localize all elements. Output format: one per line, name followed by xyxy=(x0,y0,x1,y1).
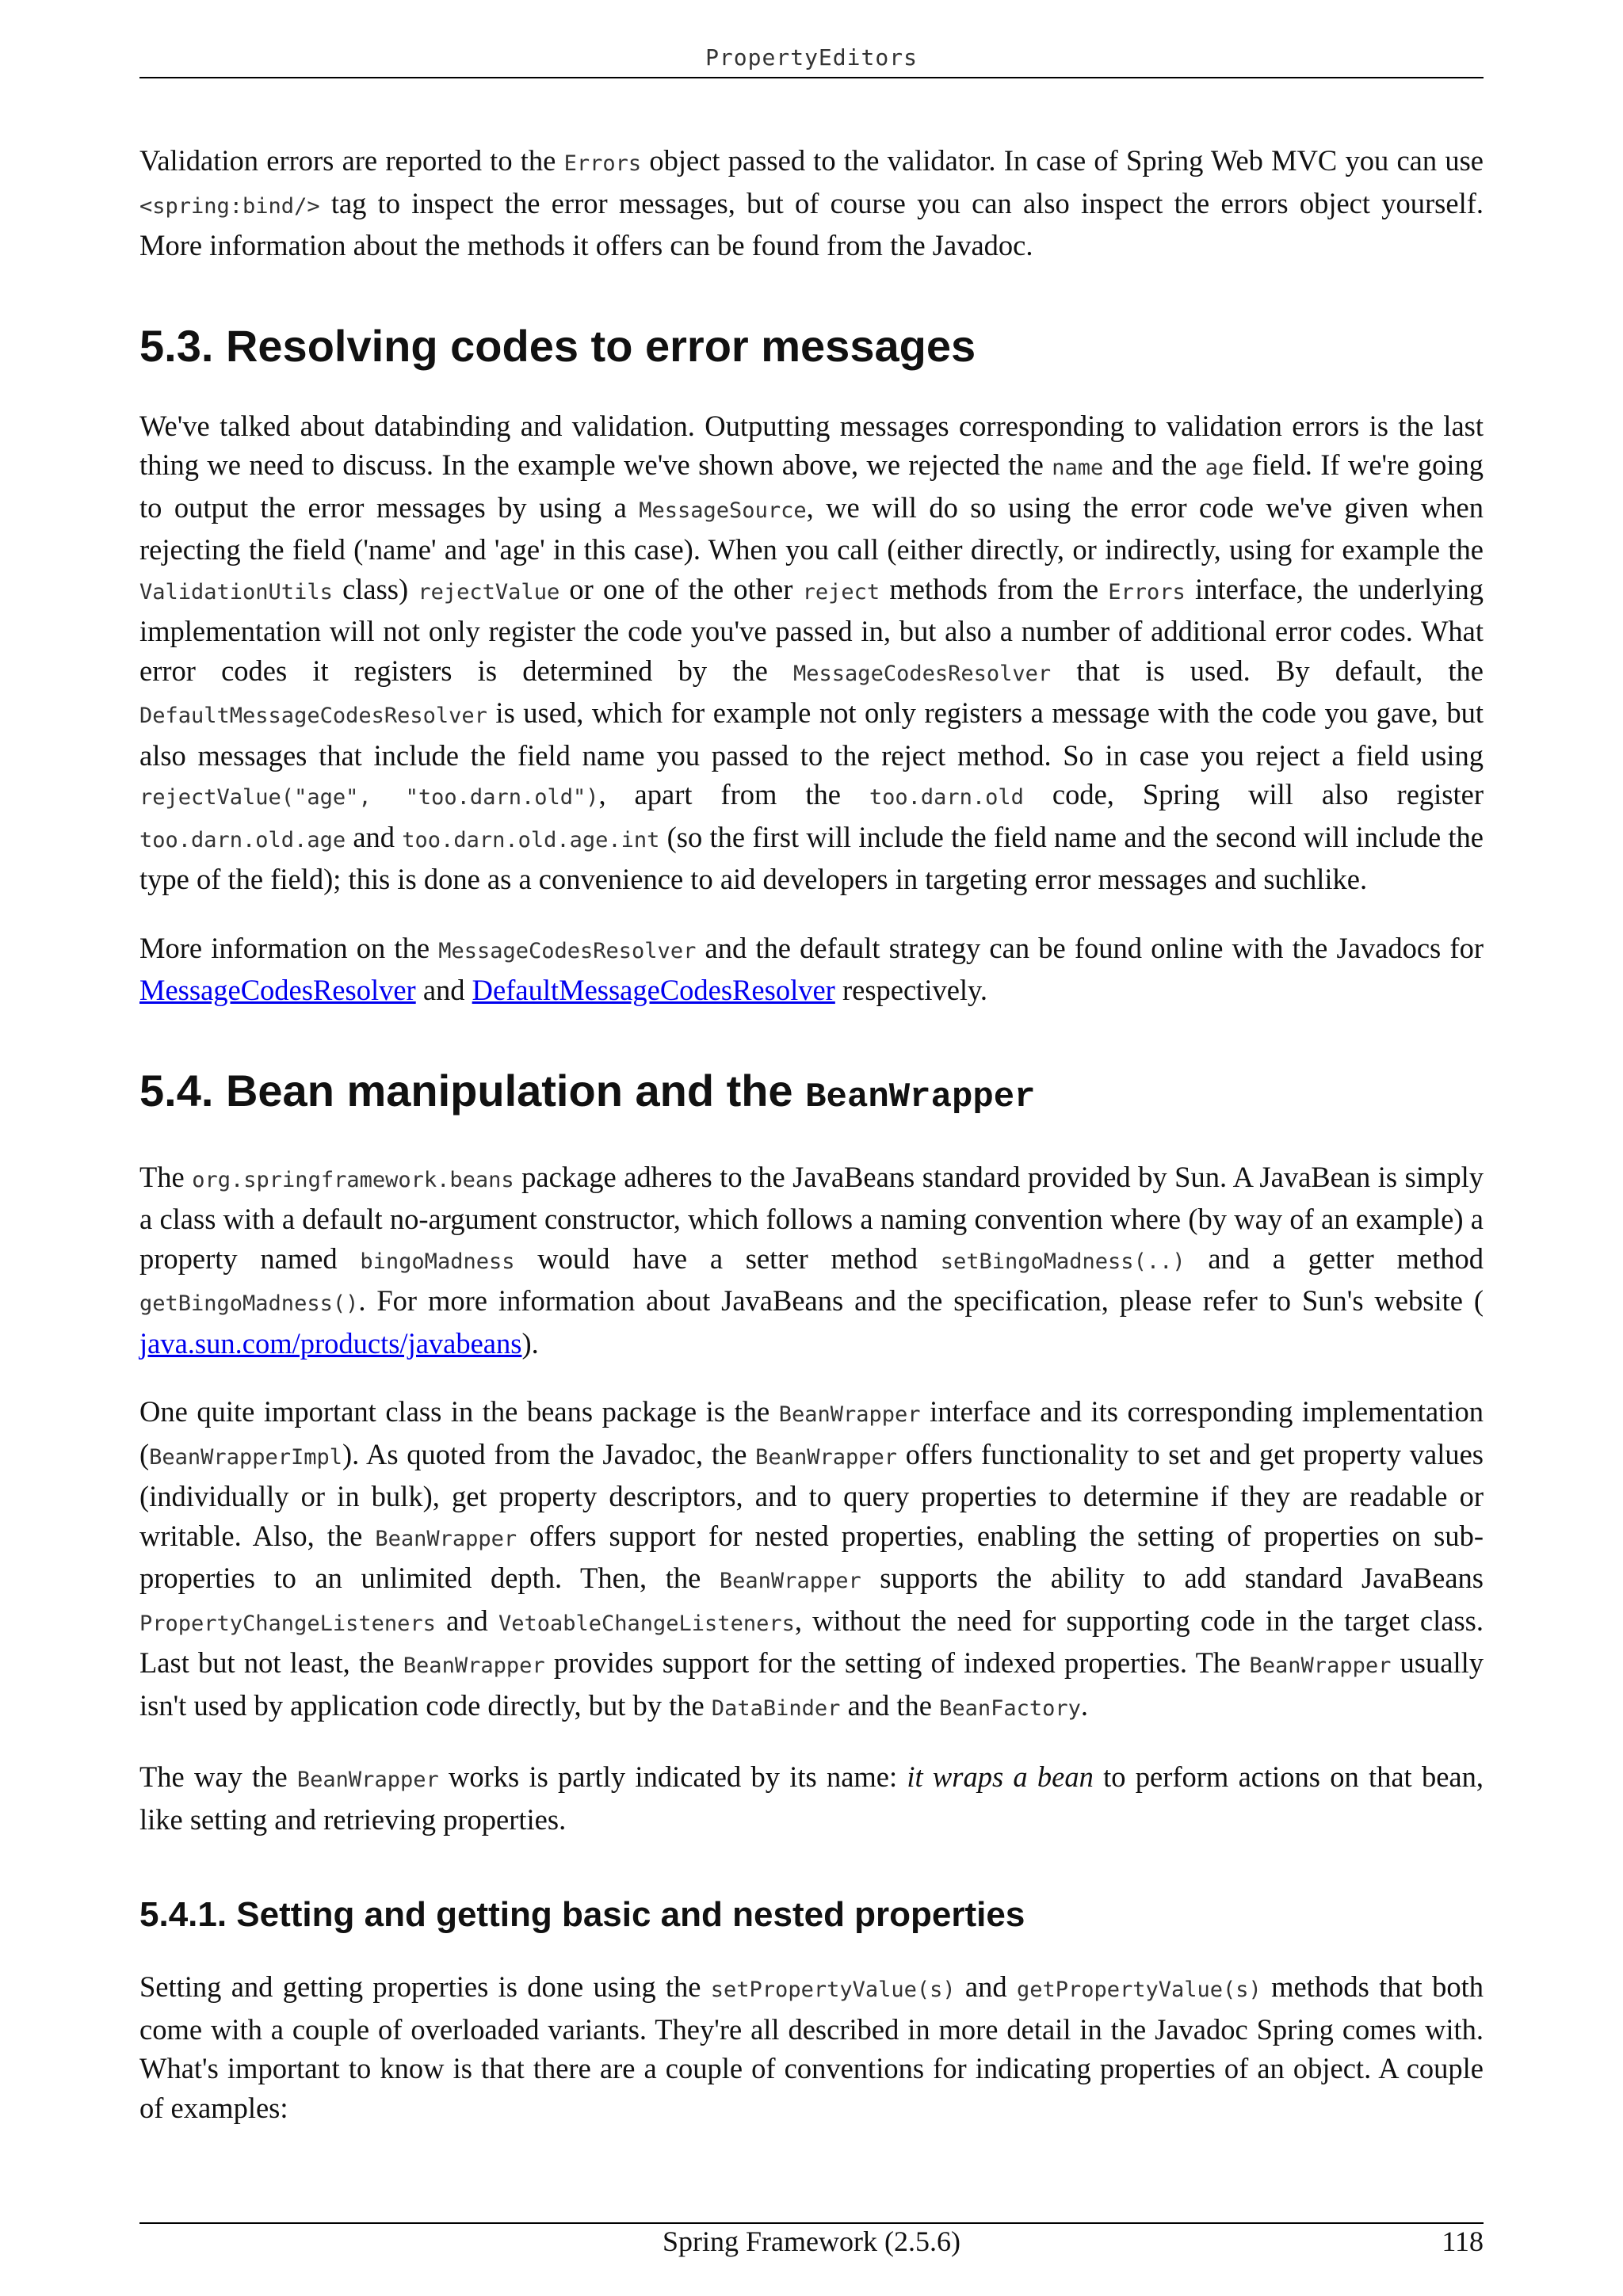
text: object passed to the validator. In case of Spring Web MVC you can use xyxy=(641,144,1484,177)
text: The way the xyxy=(139,1760,297,1793)
code-inline: DataBinder xyxy=(711,1695,841,1721)
text: respectively. xyxy=(834,974,988,1006)
code-inline: rejectValue xyxy=(418,579,560,605)
code-inline: ValidationUtils xyxy=(139,579,333,605)
code-inline: getBingoMadness() xyxy=(139,1291,359,1316)
paragraph-beans-package xyxy=(139,1158,1484,1363)
code-inline: org.springframework.beans xyxy=(192,1167,514,1192)
text: class) xyxy=(332,572,418,605)
text: package adheres to the JavaBeans standard provided by Sun. A JavaBean is simply a class with a default no-argument constructor, which follows a naming convention where (by way of an example) a property named xyxy=(139,1160,1484,1275)
code-inline: BeanWrapper xyxy=(296,1768,439,1792)
code-inline: DefaultMessageCodesResolver xyxy=(139,704,487,728)
code-inline: BeanWrapperImpl xyxy=(149,1444,342,1470)
code-inline: MessageCodesResolver xyxy=(793,661,1052,686)
code-inline: rejectValue("age", "too.darn.old") xyxy=(139,785,599,810)
code-inline: too.darn.old.age xyxy=(139,827,346,852)
code-inline: BeanWrapper xyxy=(403,1653,545,1678)
text: and xyxy=(415,974,472,1006)
text: and xyxy=(346,820,403,853)
text: usually isn't used by application code directly, but by the xyxy=(139,1646,1484,1722)
code-inline: getPropertyValue(s) xyxy=(1016,1978,1262,2002)
text: interface and its corresponding implementation ( xyxy=(139,1395,1484,1470)
code-spring-bind: <spring:bind/> xyxy=(139,193,320,219)
text: methods from the xyxy=(880,572,1109,605)
paragraph-setting-getting xyxy=(139,1967,1484,2127)
link-messagecodesresolver[interactable]: MessageCodesResolver xyxy=(139,974,416,1006)
paragraph-validation-errors xyxy=(139,141,1484,265)
code-inline: Errors xyxy=(1108,579,1186,605)
text: One quite important class in the beans package is the xyxy=(139,1395,779,1428)
text: . xyxy=(1080,1688,1089,1722)
code-inline: PropertyChangeListeners xyxy=(139,1611,436,1636)
text: ). As quoted from the Javadoc, the xyxy=(342,1437,756,1470)
text: and xyxy=(435,1604,498,1637)
page-number: 118 xyxy=(1442,2225,1484,2257)
text: (so the first will include the field name and the second will include the type of the field); this is done as a convenience to aid developers in targeting error messages and suchlike. xyxy=(139,820,1484,895)
code-inline: age xyxy=(1205,456,1244,480)
text: code, Spring will also register xyxy=(1023,778,1484,810)
code-inline: BeanFactory xyxy=(939,1695,1081,1721)
text: , without the need for supporting code in the target class. Last but not least, the xyxy=(139,1604,1484,1679)
code-inline: MessageSource xyxy=(639,498,807,523)
text: is used, which for example not only registers a message with the code you gave, but also messages that include the field name you passed to the reject method. So in case you reject a field using xyxy=(139,696,1484,772)
text: offers support for nested properties, enabling the setting of properties on sub-properties to an unlimited depth. Then, the xyxy=(139,1519,1484,1594)
text: supports the ability to add standard JavaBeans xyxy=(861,1562,1484,1594)
text: tag to inspect the error messages, but of course you can also inspect the errors object yourself. More information about the methods it offers can be found from the Javadoc. xyxy=(139,186,1484,261)
text: and the xyxy=(840,1688,940,1722)
code-inline: BeanWrapper xyxy=(375,1526,517,1551)
code-inline: VetoableChangeListeners xyxy=(498,1611,795,1636)
text: and the default strategy can be found online with the Javadocs for xyxy=(696,931,1484,964)
heading-code: BeanWrapper xyxy=(805,1077,1036,1117)
text: offers functionality to set and get property values (individually or in bulk), get property descriptors, and to query properties to determine if they are readable or writable. Also, the xyxy=(139,1437,1484,1552)
text: Validation errors are reported to the xyxy=(139,144,564,177)
text: Setting and getting properties is done using the xyxy=(139,1970,711,2003)
text: and the xyxy=(1103,448,1205,481)
emphasis: it wraps a bean xyxy=(907,1760,1094,1793)
subsection-heading-5-4-1: 5.4.1. Setting and getting basic and nested properties xyxy=(139,1895,1025,1934)
code-errors: Errors xyxy=(563,151,642,176)
text: works is partly indicated by its name: xyxy=(438,1760,907,1793)
text: or one of the other xyxy=(559,572,803,605)
heading-text: 5.4. Bean manipulation and the xyxy=(139,1065,806,1116)
code-inline: reject xyxy=(802,579,880,605)
footer-title: Spring Framework (2.5.6) xyxy=(663,2225,960,2257)
link-javabeans[interactable]: java.sun.com/products/javabeans xyxy=(139,1326,522,1360)
section-heading-5-4 xyxy=(139,1066,1484,1123)
code-inline: BeanWrapper xyxy=(719,1569,861,1593)
code-inline: BeanWrapper xyxy=(1249,1653,1392,1678)
code-inline: name xyxy=(1052,456,1104,480)
text: methods that both come with a couple of overloaded variants. They're all described in more detail in the Javadoc Spring comes with. What's important to know is that there are a couple of conventions for indicating properties of an object. A couple of examples: xyxy=(139,1970,1484,2124)
code-inline: setPropertyValue(s) xyxy=(710,1978,956,2002)
link-defaultmessagecodesresolver[interactable]: DefaultMessageCodesResolver xyxy=(472,974,835,1006)
text: field. If we're going to output the error messages by using a xyxy=(139,448,1484,524)
code-inline: MessageCodesResolver xyxy=(438,938,697,963)
text: would have a setter method xyxy=(514,1241,941,1275)
section-heading-5-3: 5.3. Resolving codes to error messages xyxy=(139,320,976,371)
code-inline: bingoMadness xyxy=(360,1249,515,1274)
text: to perform actions on that bean, like setting and retrieving properties. xyxy=(139,1760,1484,1836)
text: . For more information about JavaBeans and the specification, please refer to Sun's website ( xyxy=(358,1284,1484,1317)
code-inline: BeanWrapper xyxy=(755,1444,897,1470)
text: that is used. By default, the xyxy=(1051,654,1484,687)
text: The xyxy=(139,1160,193,1193)
text: interface, the underlying implementation will not only register the code you've passed in, but also a number of additional error codes. What error codes it registers is determined by the xyxy=(139,572,1484,687)
code-inline: BeanWrapper xyxy=(778,1402,921,1427)
paragraph-beanwrapper xyxy=(139,1392,1484,1728)
text: and xyxy=(955,1970,1017,2003)
footer-rule xyxy=(139,2222,1484,2224)
code-inline: setBingoMadness(..) xyxy=(940,1249,1186,1274)
page-content xyxy=(139,141,1484,2157)
text: We've talked about databinding and validation. Outputting messages corresponding to validation errors is the last thing we need to discuss. In the example we've shown above, we rejected the xyxy=(139,409,1484,481)
text: ). xyxy=(521,1326,539,1360)
code-inline: too.darn.old xyxy=(869,785,1024,810)
header-rule xyxy=(139,77,1484,78)
text: , apart from the xyxy=(598,778,869,810)
text: , we will do so using the error code we've given when rejecting the field ('name' and 'age' in this case). When you call (either directly, or indirectly, using for example the xyxy=(139,490,1484,566)
text: More information on the xyxy=(139,931,439,964)
text: provides support for the setting of indexed properties. The xyxy=(544,1646,1250,1679)
paragraph-more-information xyxy=(139,929,1484,1010)
text: and a getter method xyxy=(1185,1241,1484,1275)
running-header: PropertyEditors xyxy=(705,44,918,71)
code-inline: too.darn.old.age.int xyxy=(402,827,660,852)
paragraph-wraps-a-bean xyxy=(139,1757,1484,1839)
paragraph-resolving-codes xyxy=(139,406,1484,899)
